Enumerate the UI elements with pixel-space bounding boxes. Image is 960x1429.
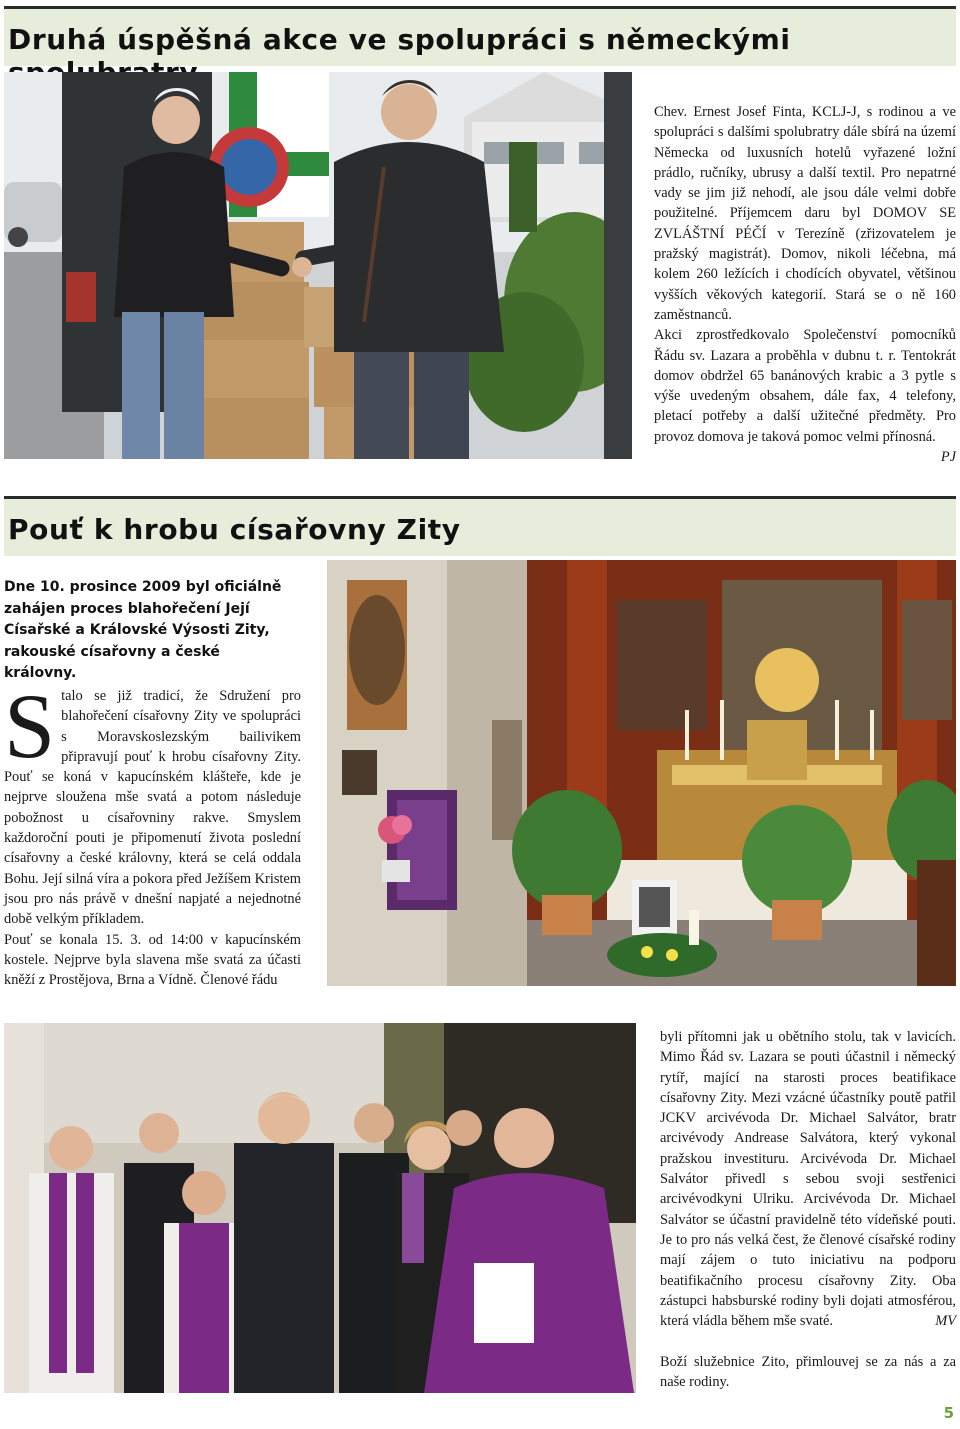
page-number: 5 (943, 1404, 954, 1422)
article1-text-column (654, 102, 956, 467)
article2-paragraph: talo se již tradicí, že Sdružení pro blahořečení císařovny Zity ve spolupráci s Moravskoslezským bailivikem připravují pouť k hrobu císařovny Zity. Pouť se koná v kapucínském klášteře, kde je nejprve sloužena mše svatá a potom následuje pobožnost u císařovniny rakve. Smyslem každoroční pouti je připomenutí života poslední císařovny a české královny, která se celá oddala Bohu. Její silná víra a pokora před Ježíšem Kristem jsou pro nás právě v dnešní napjaté a nejednotné době velkým příkladem. (4, 688, 301, 928)
photo-church-altar (327, 560, 956, 986)
article1-heading-band (4, 6, 956, 66)
photo-group-participants (4, 1023, 636, 1393)
article2-paragraph: byli přítomni jak u obětního stolu, tak v lavicích. Mimo Řád sv. Lazara se pouti účastnil i německý rytíř, mající na starosti proces beatifikace císařovny Zity. Mezi vzácné účastníky poutě patřil JCKV arcivévoda Dr. Michael Salvátor, bratr arcivévody Andrease Salvátora, který vykonal pražskou investituru. Arcivévoda Dr. Michael Salvátor přivedl s sebou svoji sestřenici arcivévodkyni Ulriku. Arcivévoda Dr. Michael Salvátor se účastní pravidelně této vídeňské pouti. Je to pro nás velká čest, že členové císařské rodiny mají zájem o tuto iniciativu na podporu beatifikačního procesu císařovny Zity. Oba zástupci habsburské rodiny byli dojati atmosférou, která vládla během mše svaté. (660, 1029, 956, 1330)
article2-title: Pouť k hrobu císařovny Zity (8, 513, 461, 546)
article1-title: Druhá úspěšná akce ve spolupráci s německými (8, 23, 791, 56)
article1-paragraph: Chev. Ernest Josef Finta, KCLJ-J, s rodinou a ve spolupráci s dalšími spolubratry dále sbírá na území Německa od luxusních hotelů vyřazené ložní prádlo, ručníky, ubrusy a další textil. Pro nepatrné vady se jim již nehodí, ale jsou dále velmi dobře použitelné. Příjemcem daru byl DOMOV SE ZVLÁŠTNÍ PÉČÍ v Terezíně (zřizovatelem je pražský magistrát). Domov, nikoli léčebna, má kolem 260 ležících i chodících obyvatel, většinou vyšších věkových kategorií. Stará se o ně 160 zaměstnanců. (654, 104, 956, 323)
article1-signature: PJ (940, 449, 956, 466)
drop-cap: S (4, 675, 56, 777)
photo-handshake-donation (4, 72, 632, 459)
article2-lead: Dne 10. prosince 2009 byl oficiálně zahájen proces blahořečení Její Císařské a Královské Výsosti Zity, rakouské císařovny a české královny. (4, 579, 282, 681)
article2-signature: MV (935, 1313, 956, 1330)
article2-prayer: Boží služebnice Zito, přimlouvej se za nás a za naše rodiny. (660, 1353, 956, 1391)
article2-text-column-2 (660, 1027, 956, 1392)
article2-paragraph: Pouť se konala 15. 3. od 14:00 v kapucínském kostele. Nejprve byla slavena mše svatá za účasti kněží z Prostějova, Brna a Vídně. Členové řádu (4, 931, 301, 989)
article2-text-column-1 (4, 675, 301, 990)
article2-heading-band (4, 496, 956, 556)
article1-paragraph: Akci zprostředkovalo Společenství pomocníků Řádu sv. Lazara a proběhla v dubnu t. r. Tentokrát domov obdržel 65 banánových krabic a 3 pytle s výše uvedeným obsahem, dále fax, 4 telefony, pletací potřeby a další užitečné předměty. Pro provoz domova je taková pomoc velmi přínosná. (654, 327, 956, 445)
